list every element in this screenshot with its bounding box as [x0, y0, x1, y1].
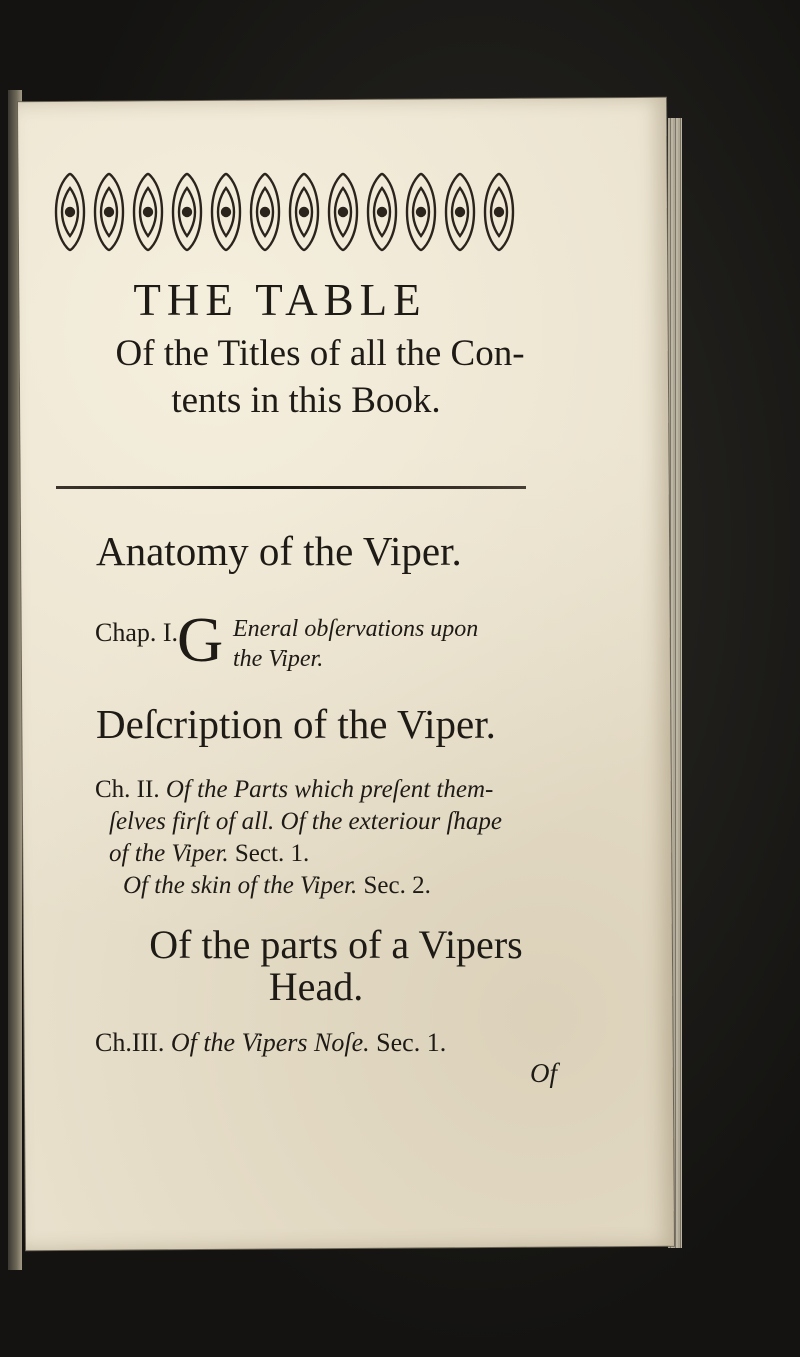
- table-heading: THE TABLE: [133, 275, 427, 325]
- chapter-2-line-3-section: Sect. 1.: [234, 840, 310, 867]
- chapter-2-line-4-section: Sec. 2.: [363, 872, 431, 899]
- ornament-unit: [56, 174, 84, 250]
- chapter-3-section: Sec. 1.: [376, 1028, 447, 1057]
- catchword: Of: [530, 1058, 557, 1088]
- chapter-1-line-1: Eneral obſervations upon: [233, 616, 479, 642]
- chapter-1-label: Chap. I.: [95, 618, 179, 647]
- chapter-2-line-1: Of the Parts which preſent them-: [165, 776, 494, 803]
- table-subtitle: [40, 330, 600, 424]
- section-heading-anatomy: Anatomy of the Viper.: [96, 528, 462, 574]
- subtitle-line-1: Of the Titles of all the Con-: [115, 333, 525, 374]
- section-heading-parts: [96, 924, 576, 1008]
- chapter-2-line-4-italic: Of the skin of the Viper.: [123, 872, 358, 899]
- chapter-2-label: Ch. II.: [95, 776, 160, 803]
- subtitle-line-2: tents in this Book.: [171, 380, 441, 421]
- chapter-1-line-2: the Viper.: [233, 646, 324, 672]
- chapter-3-label: Ch.III.: [95, 1028, 165, 1057]
- chapter-3-title: Of the Vipers Noſe.: [170, 1028, 370, 1057]
- chapter-2-line-3-italic: of the Viper.: [109, 840, 229, 867]
- chapter-2-line-2: ſelves firſt of all. Of the exteriour ſhape: [109, 808, 502, 835]
- horizontal-rule: [56, 486, 526, 489]
- section-heading-description: Deſcription of the Viper.: [96, 701, 496, 747]
- parts-line-2: Head.: [268, 964, 364, 1009]
- chapter-3-entry: [95, 1028, 446, 1058]
- drop-cap: G: [177, 604, 224, 675]
- header-ornament-band: [52, 168, 524, 256]
- chapter-1-entry: [95, 604, 615, 682]
- parts-line-1: Of the parts of a Vipers: [149, 922, 523, 967]
